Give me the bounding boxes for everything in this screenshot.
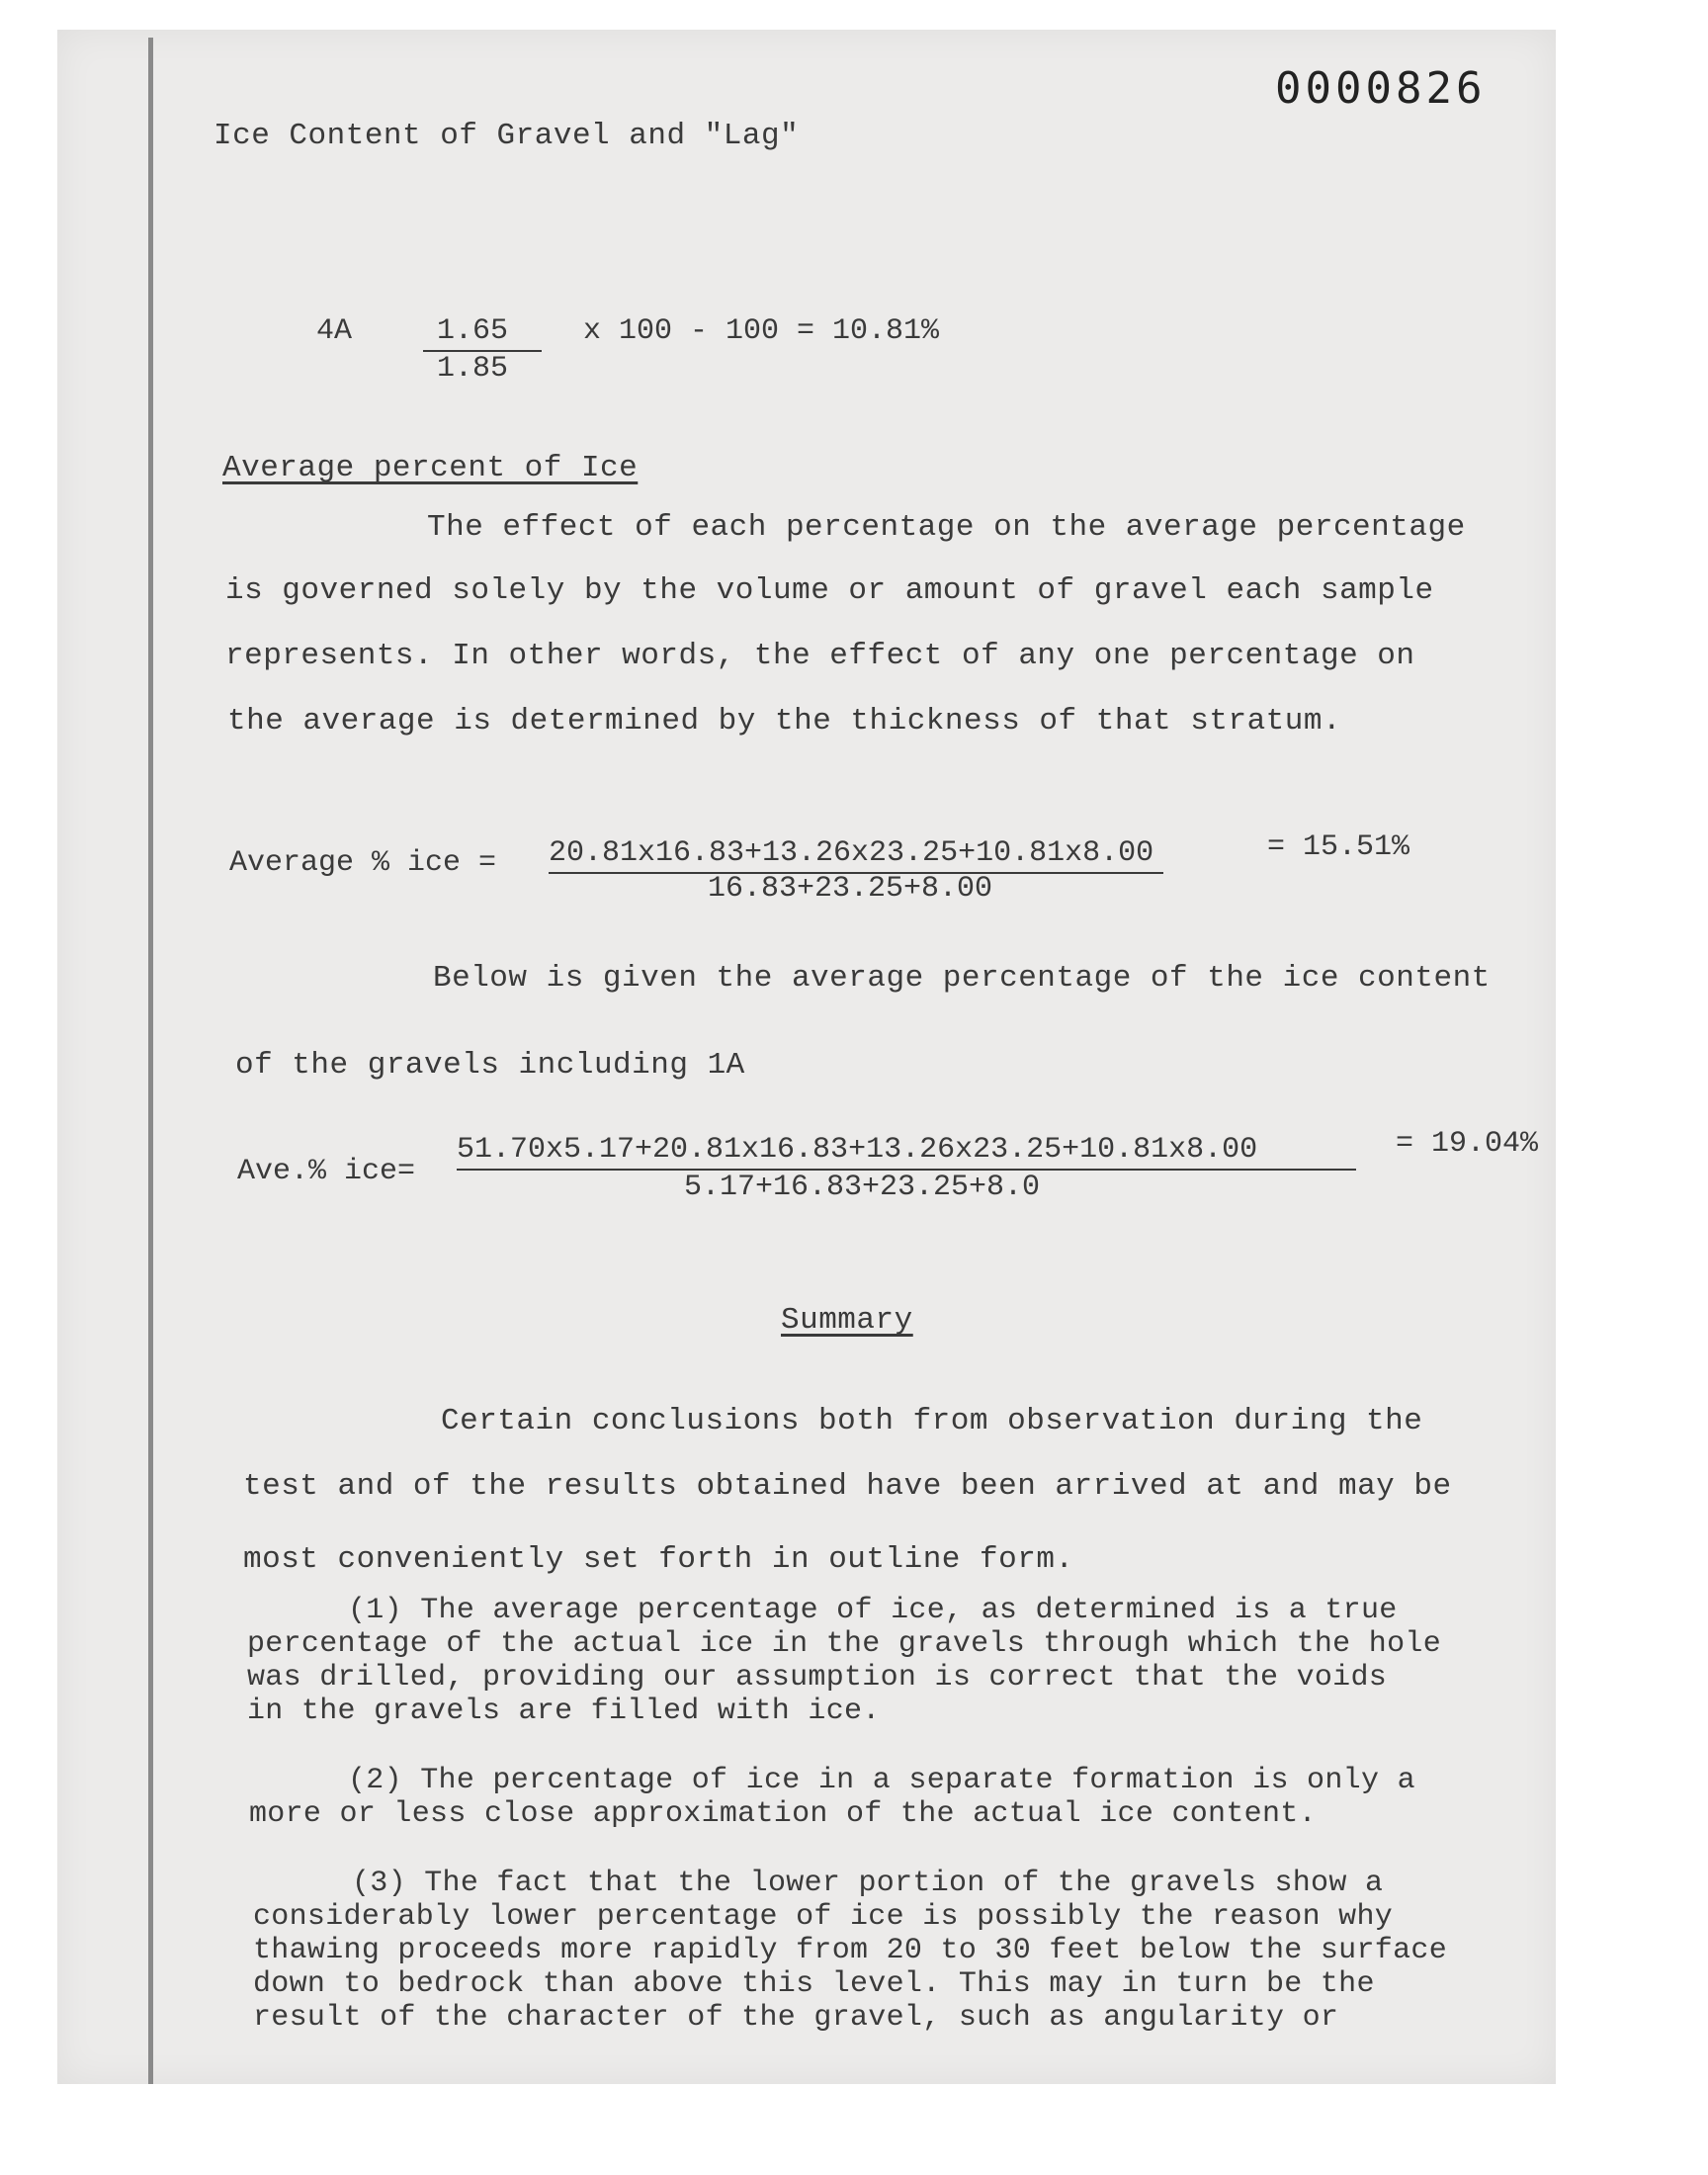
summary-paragraph-line: test and of the results obtained have been arrived at and may be bbox=[243, 1469, 1452, 1504]
eq-4a-label: 4A bbox=[316, 314, 353, 348]
eq-avg-numerator: 20.81x16.83+13.26x23.25+10.81x8.00 bbox=[549, 836, 1154, 870]
summary-paragraph-line: most conveniently set forth in outline form. bbox=[243, 1542, 1074, 1577]
item-1-line: in the gravels are filled with ice. bbox=[247, 1695, 881, 1728]
document-title: Ice Content of Gravel and "Lag" bbox=[214, 119, 800, 153]
item-3-line: result of the character of the gravel, such as angularity or bbox=[253, 2001, 1339, 2035]
eq-4a-numerator: 1.65 bbox=[437, 314, 509, 348]
paragraph-1-line: is governed solely by the volume or amount of gravel each sample bbox=[225, 573, 1434, 608]
item-3-line: thawing proceeds more rapidly from 20 to 30 feet below the surface bbox=[253, 1934, 1447, 1967]
eq-avg-result: = 15.51% bbox=[1267, 830, 1410, 864]
item-1-line: (1) The average percentage of ice, as determined is a true bbox=[348, 1594, 1398, 1627]
item-1-line: was drilled, providing our assumption is correct that the voids bbox=[247, 1661, 1388, 1695]
paragraph-1-line: The effect of each percentage on the average percentage bbox=[427, 510, 1466, 545]
item-2-line: more or less close approximation of the actual ice content. bbox=[249, 1797, 1317, 1831]
eq-4a-result: x 100 - 100 = 10.81% bbox=[583, 314, 940, 348]
page-number: 0000826 bbox=[1275, 63, 1487, 114]
average-heading: Average percent of Ice bbox=[222, 451, 639, 485]
eq-4a-denominator: 1.85 bbox=[437, 352, 509, 386]
item-3-line: down to bedrock than above this level. This may in turn be the bbox=[253, 1967, 1375, 2001]
item-3-line: considerably lower percentage of ice is possibly the reason why bbox=[253, 1900, 1394, 1934]
paragraph-1-line: the average is determined by the thickness of that stratum. bbox=[227, 704, 1342, 739]
eq-ave-denominator: 5.17+16.83+23.25+8.0 bbox=[684, 1171, 1041, 1204]
item-1-line: percentage of the actual ice in the gravels through which the hole bbox=[247, 1627, 1441, 1661]
item-3-line: (3) The fact that the lower portion of the gravels show a bbox=[352, 1867, 1384, 1900]
paragraph-2-line: of the gravels including 1A bbox=[235, 1048, 745, 1083]
paragraph-2-line: Below is given the average percentage of the ice content bbox=[433, 961, 1491, 996]
summary-paragraph-line: Certain conclusions both from observation during the bbox=[441, 1404, 1423, 1438]
margin-rule bbox=[148, 38, 153, 2084]
eq-avg-label: Average % ice = bbox=[229, 846, 497, 880]
item-2-line: (2) The percentage of ice in a separate formation is only a bbox=[348, 1764, 1415, 1797]
eq-ave-label: Ave.% ice= bbox=[237, 1155, 416, 1188]
summary-heading: Summary bbox=[781, 1303, 913, 1338]
paragraph-1-line: represents. In other words, the effect of any one percentage on bbox=[225, 639, 1415, 673]
eq-ave-result: = 19.04% bbox=[1396, 1127, 1539, 1161]
eq-ave-numerator: 51.70x5.17+20.81x16.83+13.26x23.25+10.81x8.00 bbox=[457, 1133, 1258, 1167]
eq-avg-denominator: 16.83+23.25+8.00 bbox=[708, 872, 993, 906]
